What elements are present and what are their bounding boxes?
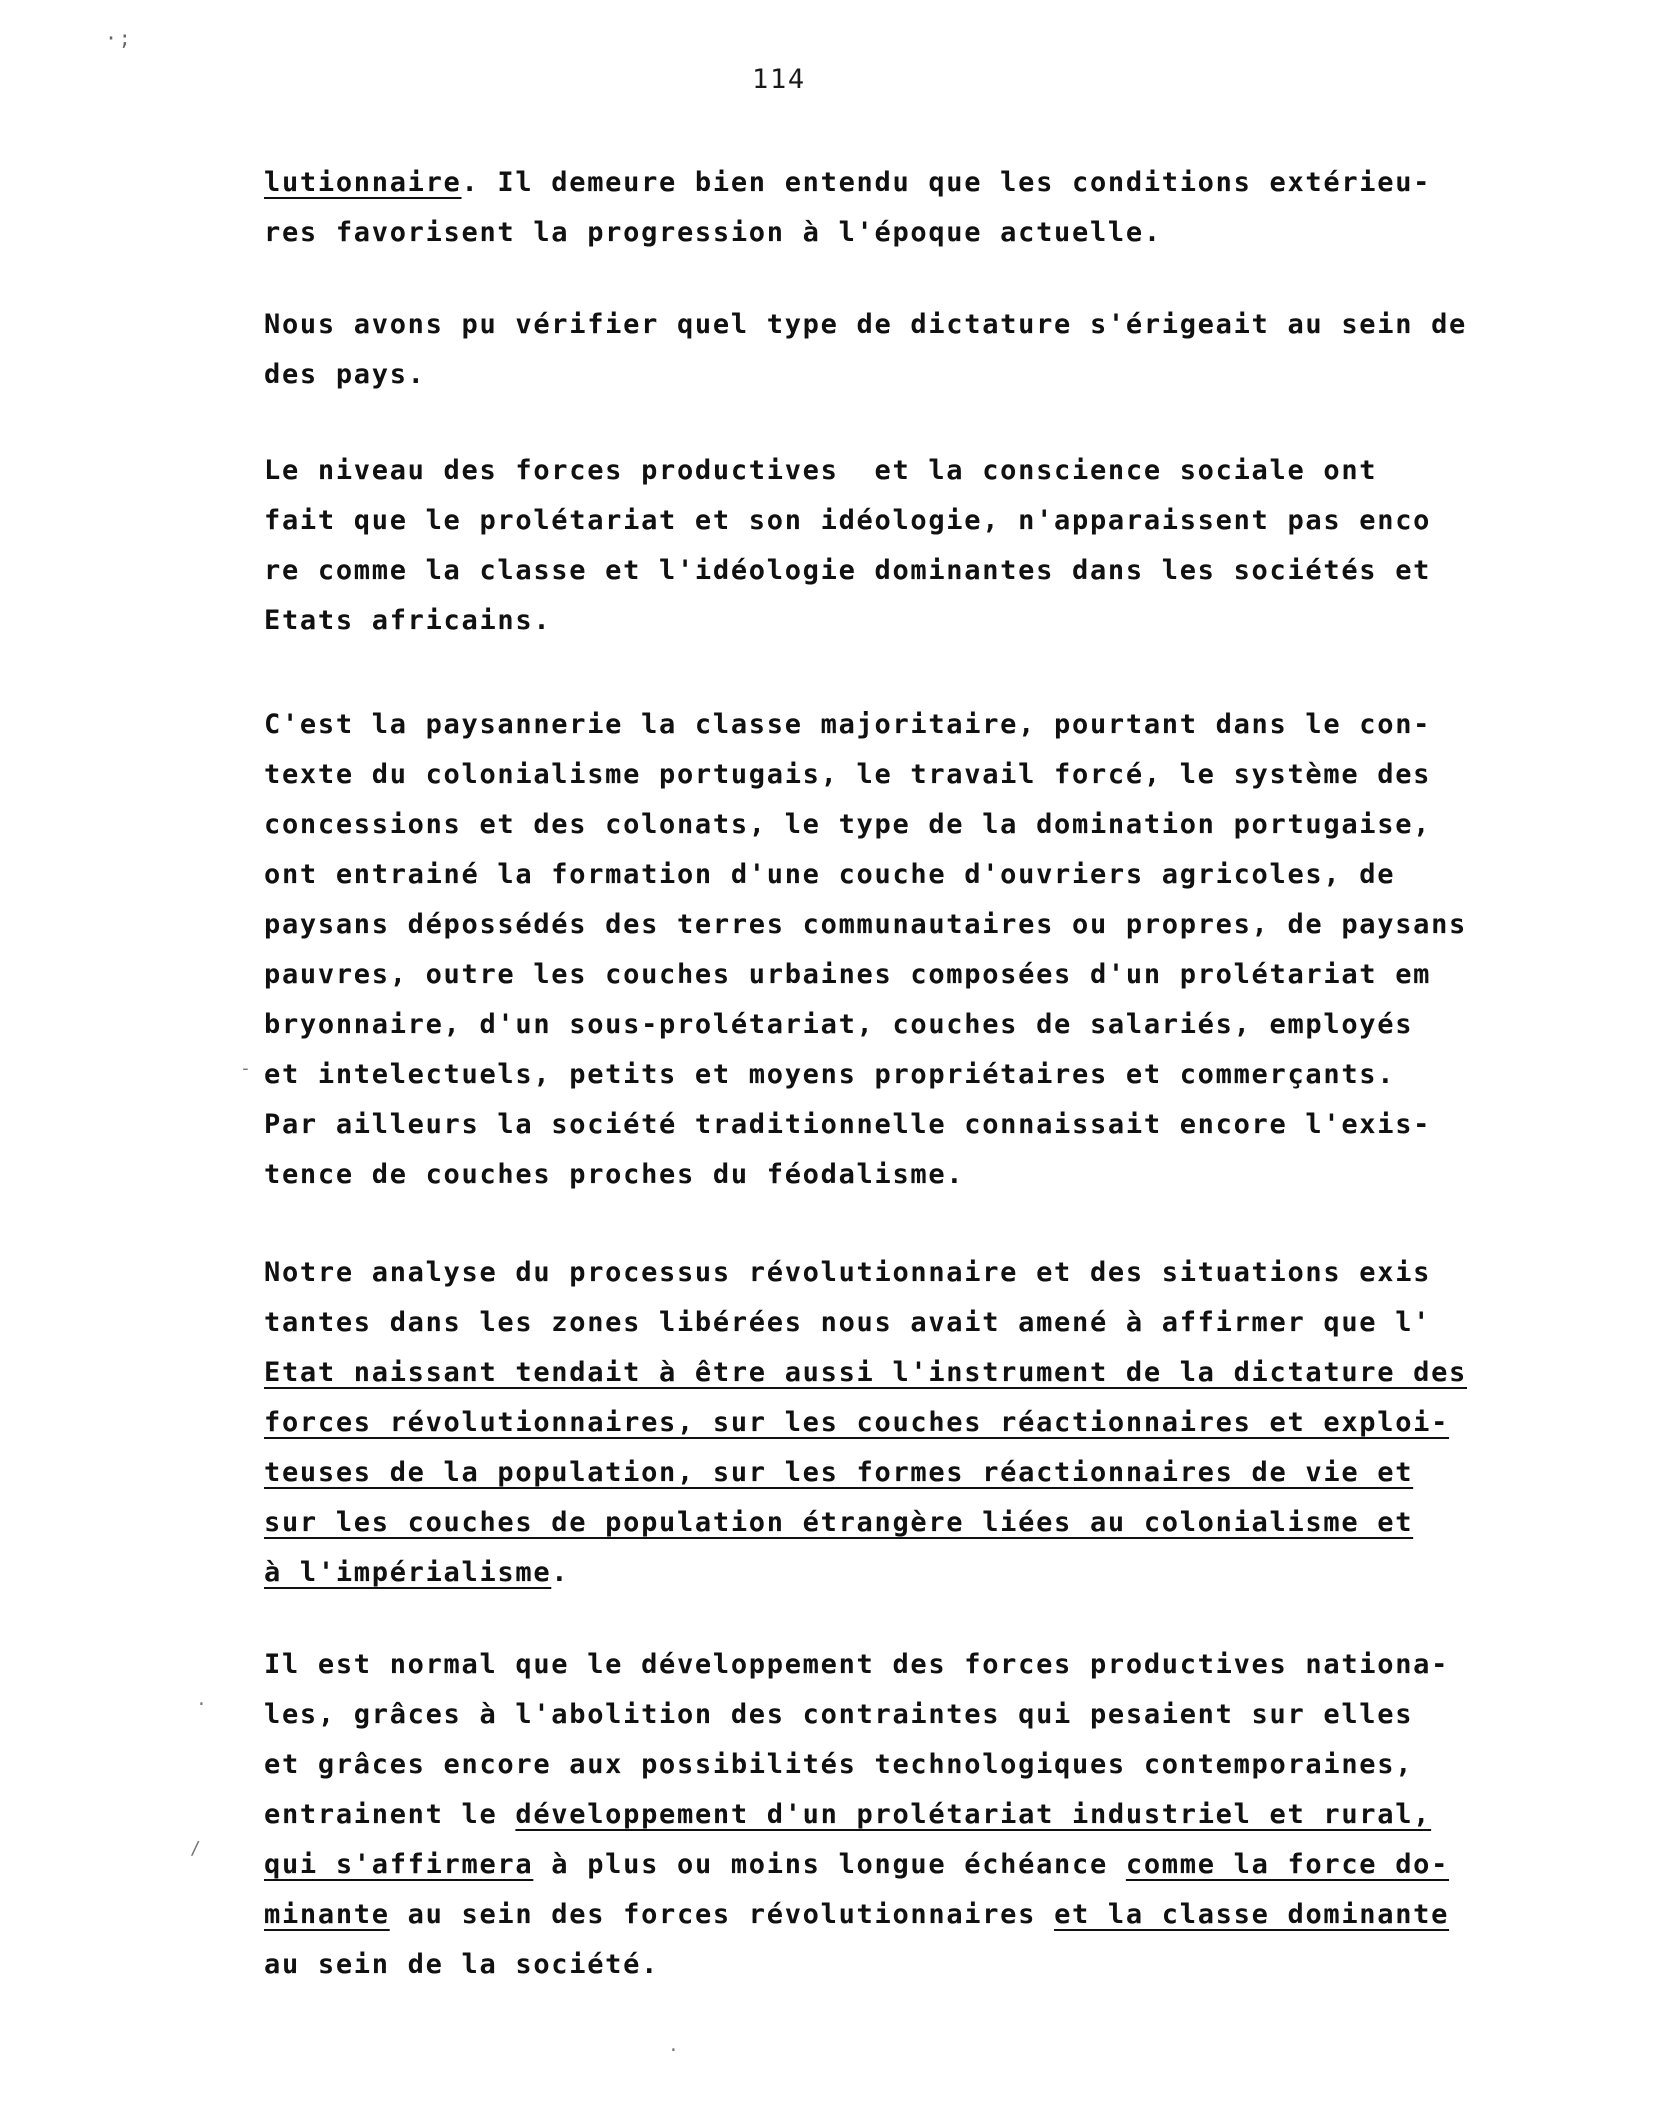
paragraph (264, 446, 1624, 646)
text-line (264, 1840, 1624, 1890)
underlined-text: sur les couches de population étrangère liées au colonialisme et (264, 1507, 1414, 1538)
paragraph (264, 158, 1624, 258)
underlined-text: forces révolutionnaires, sur les couches réactionnaires et exploi- (264, 1407, 1450, 1438)
text-segment: res favorisent la progression à l'époque actuelle. (264, 217, 1162, 248)
text-segment: les, grâces à l'abolition des contraintes qui pesaient sur elles (264, 1699, 1414, 1730)
text-line (264, 1940, 1624, 1990)
underlined-text: teuses de la population, sur les formes réactionnaires de vie et (264, 1457, 1414, 1488)
text-line (264, 300, 1624, 350)
text-segment: concessions et des colonats, le type de la domination portugaise, (264, 809, 1432, 840)
text-segment: ont entrainé la formation d'une couche d'ouvriers agricoles, de (264, 859, 1396, 890)
text-segment: . Il demeure bien entendu que les conditions extérieu- (461, 167, 1432, 198)
text-segment: et grâces encore aux possibilités technologiques contemporaines, (264, 1749, 1414, 1780)
text-segment: à plus ou moins longue échéance (533, 1849, 1126, 1880)
text-line (264, 1890, 1624, 1940)
text-segment: paysans dépossédés des terres communautaires ou propres, de paysans (264, 909, 1468, 940)
underlined-text: et la classe dominante (1054, 1899, 1450, 1930)
text-segment: entrainent le (264, 1799, 516, 1830)
margin-tick: / (190, 1838, 203, 1859)
paragraph (264, 1248, 1624, 1598)
text-line (264, 546, 1624, 596)
underlined-text: développement d'un prolétariat industriel et rural, (515, 1799, 1432, 1830)
text-segment: tantes dans les zones libérées nous avait amené à affirmer que l' (264, 1307, 1432, 1338)
text-segment: re comme la classe et l'idéologie dominantes dans les sociétés et (264, 555, 1432, 586)
page-number: 114 (752, 64, 806, 95)
text-line (264, 750, 1624, 800)
text-segment: . (551, 1557, 570, 1588)
text-line (264, 950, 1624, 1000)
underlined-text: Etat naissant tendait à être aussi l'instrument de la dictature des (264, 1357, 1468, 1388)
text-segment: bryonnaire, d'un sous-prolétariat, couches de salariés, employés (264, 1009, 1414, 1040)
text-line (264, 1298, 1624, 1348)
underlined-text: à l'impérialisme (264, 1557, 552, 1588)
margin-tick: · (196, 1694, 209, 1715)
underlined-text: minante (264, 1899, 390, 1930)
text-segment: Etats africains. (264, 605, 552, 636)
text-line (264, 1348, 1624, 1398)
text-line (264, 1790, 1624, 1840)
text-segment: fait que le prolétariat et son idéologie, n'apparaissent pas enco (264, 505, 1432, 536)
text-segment: au sein des forces révolutionnaires (389, 1899, 1055, 1930)
text-line (264, 1498, 1624, 1548)
text-line (264, 1640, 1624, 1690)
underlined-text: qui s'affirmera (264, 1849, 534, 1880)
paragraph (264, 700, 1624, 1200)
text-line (264, 1100, 1624, 1150)
text-line (264, 1690, 1624, 1740)
text-line (264, 208, 1624, 258)
text-segment: tence de couches proches du féodalisme. (264, 1159, 965, 1190)
text-line (264, 1448, 1624, 1498)
text-line (264, 1050, 1624, 1100)
text-segment: Notre analyse du processus révolutionnaire et des situations exis (264, 1257, 1432, 1288)
text-segment: Le niveau des forces productives et la conscience sociale ont (264, 455, 1378, 486)
margin-tick: · (668, 2040, 681, 2061)
text-line (264, 800, 1624, 850)
paragraph (264, 1640, 1624, 1990)
text-line (264, 700, 1624, 750)
text-line (264, 596, 1624, 646)
text-line (264, 446, 1624, 496)
text-line (264, 850, 1624, 900)
text-segment: Nous avons pu vérifier quel type de dictature s'érigeait au sein de (264, 309, 1468, 340)
text-line (264, 350, 1624, 400)
margin-mark: ·; (105, 26, 133, 50)
text-line (264, 1248, 1624, 1298)
text-line (264, 1398, 1624, 1448)
underlined-text: lutionnaire (264, 167, 462, 198)
text-line (264, 1000, 1624, 1050)
text-line (264, 158, 1624, 208)
text-segment: et intelectuels, petits et moyens propriétaires et commerçants. (264, 1059, 1396, 1090)
text-segment: Par ailleurs la société traditionnelle connaissait encore l'exis- (264, 1109, 1432, 1140)
text-segment: Il est normal que le développement des forces productives nationa- (264, 1649, 1450, 1680)
paragraph (264, 300, 1624, 400)
text-segment: texte du colonialisme portugais, le travail forcé, le système des (264, 759, 1432, 790)
text-line (264, 1740, 1624, 1790)
margin-tick: - (240, 1058, 253, 1079)
text-segment: au sein de la société. (264, 1949, 660, 1980)
text-line (264, 1548, 1624, 1598)
text-line (264, 496, 1624, 546)
text-segment: pauvres, outre les couches urbaines composées d'un prolétariat em (264, 959, 1432, 990)
text-line (264, 900, 1624, 950)
text-line (264, 1150, 1624, 1200)
text-segment: C'est la paysannerie la classe majoritaire, pourtant dans le con- (264, 709, 1432, 740)
underlined-text: comme la force do- (1125, 1849, 1450, 1880)
text-segment: des pays. (264, 359, 426, 390)
